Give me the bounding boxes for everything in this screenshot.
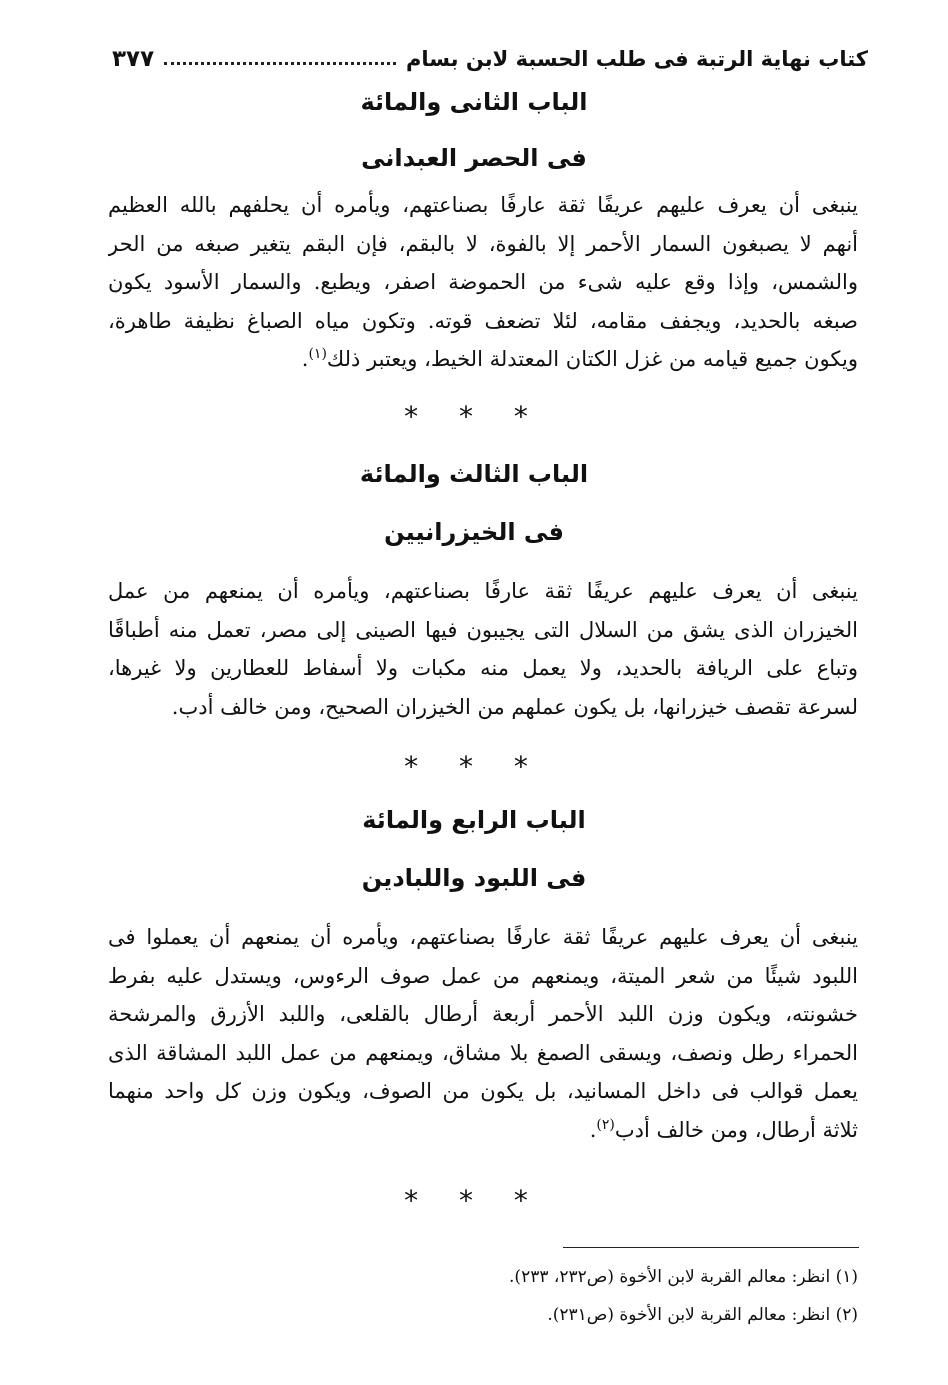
paragraph-line-last: لسرعة تقصف خيزرانها، بل يكون عملهم من الخيزران الصحيح، ومن خالف أدب. (171, 694, 858, 719)
paragraph-line: اللبود شيئًا من شعر الميتة، ويمنعهم من عمل صوف الرءوس، ويستدل عليه بفرط (108, 963, 858, 988)
running-head-title: كتاب نهاية الرتبة فى طلب الحسبة لابن بسام (406, 47, 868, 71)
chapter-heading-103: الباب الثالث والمائة (359, 460, 589, 488)
leader-dots (164, 62, 396, 65)
section-separator: * * * (404, 1184, 544, 1217)
footnote-rule (563, 1247, 859, 1248)
paragraph-line: صبغه بالحديد، ويجفف مقامه، لئلا تضعف قوته. وتكون مياه الصباغ نظيفة طاهرة، (108, 308, 858, 333)
paragraph-line-text: ثلاثة أرطال، ومن خالف أدب (614, 1117, 858, 1142)
chapter-paragraph-102 (108, 186, 858, 379)
paragraph-line: ينبغى أن يعرف عليهم عريفًا ثقة عارفًا بصناعتهم، ويأمره أن يحلفهم بالله العظيم (108, 193, 858, 217)
paragraph-line-last (108, 1111, 858, 1150)
full-stop: . (301, 347, 309, 371)
paragraph-line: ينبغى أن يعرف عليهم عريفًا ثقة عارفًا بصناعتهم، ويأمره أن يمنعهم أن يعملوا فى (108, 925, 858, 949)
section-separator: * * * (404, 400, 544, 433)
paragraph-line: والشمس، وإذا وقع عليه شىء من الحموضة اصفر، ويطبع. والسمار الأسود يكون (108, 270, 858, 294)
chapter-heading-102: الباب الثانى والمائة (360, 88, 588, 116)
paragraph-line: وتباع على الريافة بالحديد، ولا يعمل منه مكبات ولا أسفاط للعطارين ولا غيرها، (108, 656, 858, 680)
chapter-paragraph-103 (108, 572, 858, 726)
paragraph-line-text: ويكون جميع قيامه من غزل الكتان المعتدلة الخيط، ويعتبر ذلك (326, 347, 858, 371)
footnote-reference-1: (١) (308, 346, 327, 362)
section-separator: * * * (404, 750, 544, 783)
paragraph-line: أنهم لا يصبغون السمار الأحمر إلا بالفوة، لا بالبقم، فإن البقم يتغير صبغه من الحر (108, 231, 858, 256)
paragraph-line: خشونته، ويكون وزن اللبد الأحمر أربعة أرطال بالقلعى، واللبد الأزرق والمرشحة (108, 1002, 858, 1026)
paragraph-line: ينبغى أن يعرف عليهم عريفًا ثقة عارفًا بصناعتهم، ويأمره أن يمنعهم من عمل (108, 579, 858, 603)
chapter-subject-103: فى الخيزرانيين (384, 518, 564, 546)
paragraph-line-last (108, 340, 858, 379)
paragraph-line: الخيزران الذى يشق من السلال التى يجيبون فيها الصينى إلى مصر، تعمل منه أطباقًا (108, 617, 858, 642)
chapter-paragraph-104 (108, 918, 858, 1149)
footnote-reference-2: (٢) (596, 1116, 615, 1133)
paragraph-line: الحمراء رطل ونصف، ويسقى الصمغ بلا مشاق، ويمنعهم من عمل اللبد المشاقة الذى (108, 1040, 858, 1065)
footnote-2: (٢) انظر: معالم القربة لابن الأخوة (ص٢٣١). (547, 1305, 858, 1325)
chapter-subject-104: فى اللبود واللبادين (361, 864, 587, 892)
paragraph-line: يعمل قوالب فى داخل المسانيد، بل يكون من الصوف، ويكون وزن كل واحد منهما (108, 1079, 858, 1103)
running-head (112, 42, 868, 76)
page-number: ٣٧٧ (112, 46, 155, 72)
chapter-heading-104: الباب الرابع والمائة (362, 806, 586, 834)
footnote-1: (١) انظر: معالم القربة لابن الأخوة (ص٢٣٢، ٢٣٣). (509, 1267, 858, 1287)
chapter-subject-102: فى الحصر العبدانى (361, 144, 587, 172)
full-stop: . (589, 1117, 597, 1142)
